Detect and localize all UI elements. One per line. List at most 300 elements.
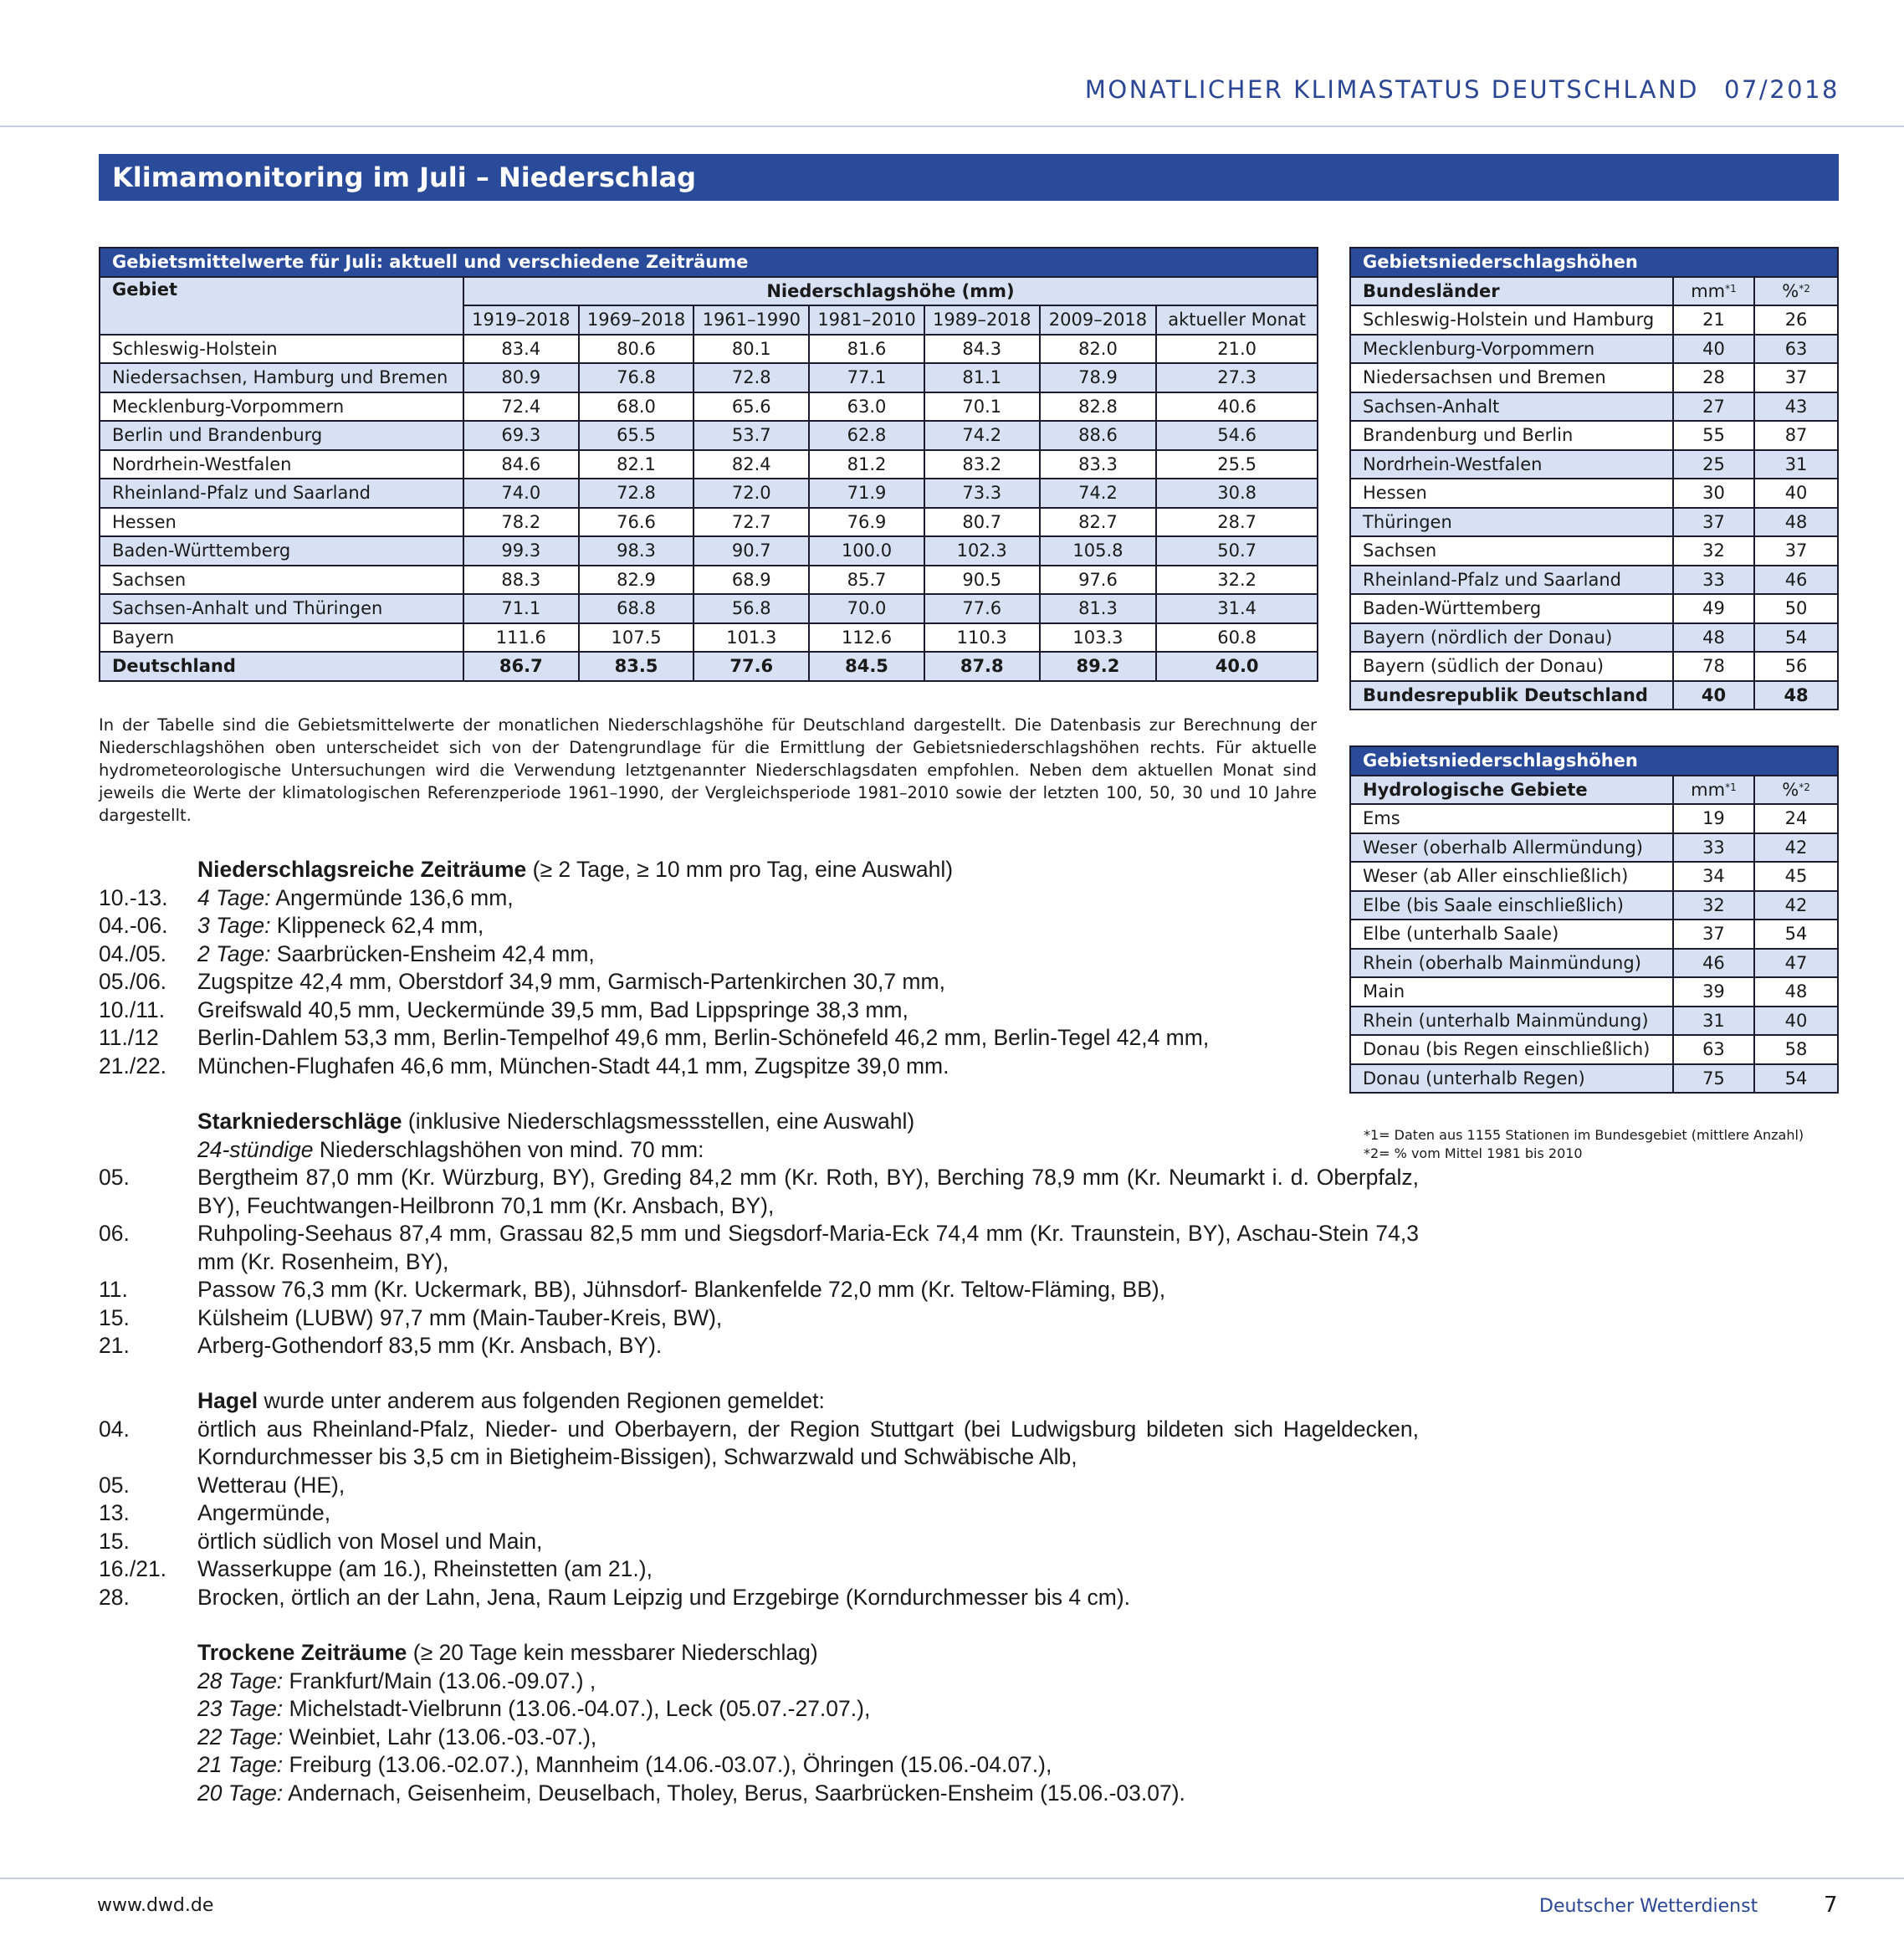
table-cell: 72.0 [694,479,809,508]
hydro-table [1349,745,1839,1094]
table-cell: 54.6 [1156,421,1318,450]
item-text: Frankfurt/Main (13.06.-09.07.) , [283,1668,596,1693]
region-name: Deutschland [100,652,463,681]
region-name: Hessen [100,508,463,537]
mm-cell: 49 [1673,594,1754,623]
hydro-col-name: Hydrologische Gebiete [1350,776,1673,805]
section-reiche [99,856,1419,1080]
item-text: Greifswald 40,5 mm, Ueckermünde 39,5 mm, Bad Lippspringe 38,3 mm, [197,996,908,1022]
region-name: Sachsen [100,566,463,595]
table-row [1350,536,1838,566]
pct-cell: 31 [1754,450,1838,479]
item-text: Michelstadt-Vielbrunn (13.06.-04.07.), Leck (05.07.-27.07.), [283,1696,871,1721]
item-text: Berlin-Dahlem 53,3 mm, Berlin-Tempelhof 49,6 mm, Berlin-Schönefeld 46,2 mm, Berlin-Tegel 42,4 mm, [197,1025,1210,1050]
table-cell: 80.6 [579,335,694,364]
table-row [100,450,1318,479]
pct-cell: 58 [1754,1035,1838,1064]
item-date [99,1780,197,1808]
region-name: Baden-Württemberg [1350,594,1673,623]
mm-cell: 37 [1673,508,1754,537]
table-cell: 40.0 [1156,652,1318,681]
region-name: Elbe (bis Saale einschließlich) [1350,891,1673,920]
item-date: 05. [99,1472,130,1498]
page-header [1085,75,1840,104]
table-cell: 84.5 [809,652,924,681]
table-cell: 82.8 [1040,392,1157,422]
table-cell: 68.0 [579,392,694,422]
item-text: Freiburg (13.06.-02.07.), Mannheim (14.06.-03.07.), Öhringen (15.06.-04.07.), [283,1752,1052,1777]
hydro-table-caption: Gebietsniederschlagshöhen [1350,746,1838,776]
period-header: 1989–2018 [924,305,1040,335]
table-cell: 72.8 [579,479,694,508]
mm-cell: 75 [1673,1064,1754,1094]
region-name: Bundesrepublik Deutschland [1350,681,1673,710]
item-date: 04.-06. [99,913,168,938]
item-text-block [197,1053,1419,1081]
table-row [100,508,1318,537]
region-name: Ems [1350,804,1673,833]
table-cell: 85.7 [809,566,924,595]
table-cell: 53.7 [694,421,809,450]
pct-cell: 63 [1754,335,1838,364]
pct-cell: 48 [1754,681,1838,710]
mm-cell: 33 [1673,833,1754,863]
table-cell: 76.9 [809,508,924,537]
item-text-block [197,1472,1419,1500]
list-item [99,1751,1419,1780]
stark-heading-note: (inklusive Niederschlagsmessstellen, eine Auswahl) [402,1109,915,1134]
item-text-block [197,884,1419,913]
item-text: Angermünde 136,6 mm, [270,884,514,910]
mm-cell: 40 [1673,335,1754,364]
table-cell: 81.2 [809,450,924,479]
pct-cell: 47 [1754,949,1838,978]
table-cell: 32.2 [1156,566,1318,595]
table-cell: 74.0 [463,479,579,508]
hydro-col-pct: %$^{*2}$ [1754,776,1838,805]
table-row [1350,1007,1838,1036]
table-row [100,594,1318,623]
stark-sub-label: 24-stündige [197,1136,314,1162]
list-item [99,1780,1419,1808]
mm-cell: 78 [1673,652,1754,681]
mm-cell: 37 [1673,920,1754,949]
item-date [99,1724,197,1752]
table-cell: 90.5 [924,566,1040,595]
period-header: 1981–2010 [809,305,924,335]
item-text: Ruhpoling-Seehaus 87,4 mm, Grassau 82,5 mm und Siegsdorf-Maria-Eck 74,4 mm (Kr. Traunstein, BY), Aschau-Stein 74,3 mm (Kr. Rosenheim, BY), [197,1221,1419,1274]
item-label: 2 Tage: [197,940,271,966]
period-header: 1961–1990 [694,305,809,335]
table-cell: 50.7 [1156,536,1318,566]
list-item [99,1668,1419,1696]
table-row [1350,1064,1838,1094]
pct-cell: 54 [1754,1064,1838,1094]
stark-heading: Starkniederschläge [197,1109,402,1134]
table-cell: 97.6 [1040,566,1157,595]
hydro-col-mm: $mm^{*1}$ [1673,776,1754,805]
item-text-block [197,1416,1419,1472]
mm-cell: 34 [1673,862,1754,891]
item-text: Klippeneck 62,4 mm, [270,913,484,938]
table-cell: 82.4 [694,450,809,479]
table-cell: 81.1 [924,363,1040,392]
total-row [100,652,1318,681]
table-row [1350,508,1838,537]
item-label: 22 Tage: [197,1724,284,1750]
pct-cell: 37 [1754,363,1838,392]
region-name: Weser (oberhalb Allermündung) [1350,833,1673,863]
footer-url-link[interactable]: www.dwd.de [97,1895,214,1916]
table-cell: 56.8 [694,594,809,623]
region-name: Mecklenburg-Vorpommern [1350,335,1673,364]
table-cell: 76.8 [579,363,694,392]
pct-cell: 40 [1754,1007,1838,1036]
table-row [1350,594,1838,623]
item-text: Zugspitze 42,4 mm, Oberstdorf 34,9 mm, Garmisch-Partenkirchen 30,7 mm, [197,969,945,994]
table-cell: 77.6 [924,594,1040,623]
header-divider [0,126,1904,127]
pct-cell: 45 [1754,862,1838,891]
item-date [99,1668,197,1696]
pct-cell: 50 [1754,594,1838,623]
table-cell: 81.6 [809,335,924,364]
mm-cell: 39 [1673,977,1754,1007]
list-item [99,1276,1419,1304]
item-text: Wasserkuppe (am 16.), Rheinstetten (am 21.), [197,1556,653,1581]
item-text-block [197,1584,1419,1612]
list-item [99,996,1419,1025]
table-cell: 63.0 [809,392,924,422]
item-date: 21. [99,1333,130,1358]
period-header: 1969–2018 [579,305,694,335]
table-row [1350,652,1838,681]
item-date: 13. [99,1500,130,1525]
laender-table-caption: Gebietsniederschlagshöhen [1350,248,1838,277]
region-name: Mecklenburg-Vorpommern [100,392,463,422]
table-cell: 80.7 [924,508,1040,537]
table-row [100,392,1318,422]
item-text: Passow 76,3 mm (Kr. Uckermark, BB), Jühnsdorf- Blankenfelde 72,0 mm (Kr. Teltow-Fläming, BB), [197,1277,1166,1302]
table-cell: 62.8 [809,421,924,450]
table-cell: 82.0 [1040,335,1157,364]
item-label: 3 Tage: [197,913,271,938]
item-date: 15. [99,1528,130,1554]
table-row [100,479,1318,508]
list-item [99,1472,1419,1500]
region-name: Sachsen-Anhalt und Thüringen [100,594,463,623]
item-date: 15. [99,1304,130,1330]
region-name: Bayern [100,623,463,653]
item-text-block [197,1751,1419,1780]
table-cell: 76.6 [579,508,694,537]
mm-cell: 55 [1673,421,1754,450]
table-row [100,623,1318,653]
table-cell: 77.1 [809,363,924,392]
item-text: Külsheim (LUBW) 97,7 mm (Main-Tauber-Kreis, BW), [197,1304,723,1330]
mm-cell: 63 [1673,1035,1754,1064]
mm-cell: 19 [1673,804,1754,833]
list-item [99,884,1419,913]
item-date: 04./05. [99,940,167,966]
table-cell: 86.7 [463,652,579,681]
item-text-block [197,1695,1419,1724]
table-cell: 88.3 [463,566,579,595]
table-cell: 40.6 [1156,392,1318,422]
item-date [99,1695,197,1724]
pct-cell: 48 [1754,977,1838,1007]
table-row [100,421,1318,450]
item-label: 4 Tage: [197,884,271,910]
item-text-block [197,968,1419,996]
item-date: 28. [99,1584,130,1610]
table-cell: 27.3 [1156,363,1318,392]
pct-cell: 42 [1754,891,1838,920]
table-cell: 74.2 [924,421,1040,450]
table-cell: 101.3 [694,623,809,653]
table-cell: 81.3 [1040,594,1157,623]
item-date: 10./11. [99,996,166,1022]
table-cell: 72.8 [694,363,809,392]
item-text-block [197,912,1419,940]
region-name: Donau (bis Regen einschließlich) [1350,1035,1673,1064]
item-text: Saarbrücken-Ensheim 42,4 mm, [270,940,595,966]
region-name: Main [1350,977,1673,1007]
pct-cell: 37 [1754,536,1838,566]
item-label: 21 Tage: [197,1752,284,1777]
footer-org: Deutscher Wetterdienst [1539,1896,1758,1917]
list-item [99,1053,1419,1081]
table-row [1350,305,1838,335]
header-title: MONATLICHER KLIMASTATUS DEUTSCHLAND [1084,75,1700,104]
table-cell: 89.2 [1040,652,1157,681]
mm-cell: 46 [1673,949,1754,978]
pct-cell: 87 [1754,421,1838,450]
table-cell: 73.3 [924,479,1040,508]
table-cell: 25.5 [1156,450,1318,479]
table-row [1350,920,1838,949]
item-date: 05./06. [99,969,167,994]
period-header: 2009–2018 [1040,305,1157,335]
mm-cell: 40 [1673,681,1754,710]
list-item [99,1220,1419,1276]
footnote-2: *2= % vom Mittel 1981 bis 2010 [1364,1145,1583,1161]
table-cell: 69.3 [463,421,579,450]
mm-cell: 48 [1673,623,1754,653]
table-cell: 98.3 [579,536,694,566]
region-name: Rheinland-Pfalz und Saarland [1350,566,1673,595]
pct-cell: 24 [1754,804,1838,833]
main-table [99,247,1318,682]
list-item [99,1695,1419,1724]
total-row [1350,681,1838,710]
pct-cell: 56 [1754,652,1838,681]
pct-cell: 42 [1754,833,1838,863]
item-text: Arberg-Gothendorf 83,5 mm (Kr. Ansbach, BY). [197,1333,663,1358]
main-table-group-header: Niederschlagshöhe (mm) [463,277,1318,306]
laender-table [1349,247,1839,710]
table-cell: 83.4 [463,335,579,364]
footnote-1: *1= Daten aus 1155 Stationen im Bundesgebiet (mittlere Anzahl) [1364,1127,1804,1143]
table-cell: 82.9 [579,566,694,595]
stark-sub-text: Niederschlagshöhen von mind. 70 mm: [313,1136,704,1162]
region-name: Weser (ab Aller einschließlich) [1350,862,1673,891]
table-cell: 82.1 [579,450,694,479]
table-row [100,566,1318,595]
section-hagel [99,1387,1419,1611]
pct-cell: 43 [1754,392,1838,422]
list-item [99,1555,1419,1584]
list-item [99,1528,1419,1556]
table-row [1350,949,1838,978]
mm-cell: 31 [1673,1007,1754,1036]
region-name: Schleswig-Holstein [100,335,463,364]
mm-cell: 30 [1673,479,1754,508]
item-text-block [197,1024,1419,1053]
item-text-block [197,1276,1419,1304]
table-cell: 112.6 [809,623,924,653]
table-cell: 83.3 [1040,450,1157,479]
region-name: Sachsen [1350,536,1673,566]
table-cell: 90.7 [694,536,809,566]
period-header: aktueller Monat [1156,305,1318,335]
table-row [1350,804,1838,833]
item-text-block [197,1780,1419,1808]
table-cell: 111.6 [463,623,579,653]
pct-cell: 54 [1754,623,1838,653]
region-name: Nordrhein-Westfalen [100,450,463,479]
table-cell: 78.9 [1040,363,1157,392]
table-cell: 68.9 [694,566,809,595]
region-name: Bayern (nördlich der Donau) [1350,623,1673,653]
item-text-block [197,1528,1419,1556]
item-text-block [197,940,1419,969]
region-name: Berlin und Brandenburg [100,421,463,450]
table-cell: 72.7 [694,508,809,537]
region-name: Donau (unterhalb Regen) [1350,1064,1673,1094]
item-label: 23 Tage: [197,1696,284,1721]
table-cell: 71.1 [463,594,579,623]
item-text-block [197,1555,1419,1584]
item-text: Andernach, Geisenheim, Deuselbach, Tholey, Berus, Saarbrücken-Ensheim (15.06.-03.07). [283,1780,1185,1806]
table-row [100,363,1318,392]
item-text: Angermünde, [197,1500,331,1525]
table-cell: 84.3 [924,335,1040,364]
mm-cell: 27 [1673,392,1754,422]
table-cell: 83.2 [924,450,1040,479]
item-text: Wetterau (HE), [197,1472,345,1498]
footer-divider [0,1878,1904,1879]
list-item [99,1416,1419,1472]
region-name: Thüringen [1350,508,1673,537]
region-name: Elbe (unterhalb Saale) [1350,920,1673,949]
table-cell: 99.3 [463,536,579,566]
list-item [99,1332,1419,1360]
table-cell: 65.6 [694,392,809,422]
table-cell: 80.9 [463,363,579,392]
item-text: München-Flughafen 46,6 mm, München-Stadt 44,1 mm, Zugspitze 39,0 mm. [197,1053,949,1078]
mm-cell: 21 [1673,305,1754,335]
region-name: Nordrhein-Westfalen [1350,450,1673,479]
table-cell: 31.4 [1156,594,1318,623]
item-text-block [197,1220,1419,1276]
item-date: 11./12 [99,1025,159,1050]
laender-col-pct: %$^{*2}$ [1754,277,1838,306]
table-row [1350,479,1838,508]
table-cell: 80.1 [694,335,809,364]
region-name: Schleswig-Holstein und Hamburg [1350,305,1673,335]
table-row [1350,335,1838,364]
item-text: Brocken, örtlich an der Lahn, Jena, Raum Leipzig und Erzgebirge (Korndurchmesser bis 4 cm). [197,1584,1131,1610]
item-date: 10.-13. [99,884,168,910]
table-row [1350,363,1838,392]
item-text-block [197,1668,1419,1696]
reiche-heading: Niederschlagsreiche Zeiträume [197,857,527,882]
item-text-block [197,1304,1419,1333]
main-table-caption: Gebietsmittelwerte für Juli: aktuell und verschiedene Zeiträume [100,248,1318,277]
reiche-heading-note: (≥ 2 Tage, ≥ 10 mm pro Tag, eine Auswahl) [526,857,954,882]
table-cell: 77.6 [694,652,809,681]
table-cell: 70.1 [924,392,1040,422]
pct-cell: 26 [1754,305,1838,335]
table-cell: 21.0 [1156,335,1318,364]
item-text-block [197,1724,1419,1752]
table-cell: 105.8 [1040,536,1157,566]
table-cell: 84.6 [463,450,579,479]
table-cell: 88.6 [1040,421,1157,450]
region-name: Rhein (unterhalb Mainmündung) [1350,1007,1673,1036]
item-label: 20 Tage: [197,1780,284,1806]
trocken-heading: Trockene Zeiträume [197,1640,407,1665]
table-row [1350,421,1838,450]
table-cell: 28.7 [1156,508,1318,537]
pct-cell: 40 [1754,479,1838,508]
item-date: 11. [99,1277,128,1302]
trocken-heading-note: (≥ 20 Tage kein messbarer Niederschlag) [407,1640,818,1665]
item-date: 16./21. [99,1556,167,1581]
laender-col-name: Bundesländer [1350,277,1673,306]
item-text: Weinbiet, Lahr (13.06.-03.-07.), [283,1724,597,1750]
table-cell: 78.2 [463,508,579,537]
table-cell: 60.8 [1156,623,1318,653]
list-item [99,1499,1419,1528]
table-row [1350,833,1838,863]
table-cell: 100.0 [809,536,924,566]
table-cell: 102.3 [924,536,1040,566]
table-cell: 71.9 [809,479,924,508]
section-title: Klimamonitoring im Juli – Niederschlag [99,154,1839,201]
table-row [1350,566,1838,595]
table-cell: 82.7 [1040,508,1157,537]
section-trocken [99,1639,1419,1807]
table-row [1350,891,1838,920]
item-text-block [197,1164,1419,1220]
list-item [99,968,1419,996]
item-text-block [197,996,1419,1025]
section-stark [99,1108,1419,1360]
item-text: örtlich aus Rheinland-Pfalz, Nieder- und Oberbayern, der Region Stuttgart (bei Ludwigsburg bildeten sich Hageldecken, Korndurchmesser bis 3,5 cm in Bietigheim-Bissigen), Schwarzwald und Schwäbische Alb, [197,1416,1419,1469]
description-paragraph: In der Tabelle sind die Gebietsmittelwerte der monatlichen Niederschlagshöhe für Deutschland dargestellt. Die Datenbasis zur Berechnung der Niederschlagshöhen oben unterscheidet sich von der Datengrundlage für die Ermittlung der Gebietsniederschlagshöhen rechts. Für aktuelle hydrometeorologische Untersuchungen wird die Verwendung letztgenannter Niederschlagsdaten empfohlen. Neben dem aktuellen Monat sind jeweils die Werte der klimatologischen Referenzperiode 1961–1990, der Vergleichsperiode 1981–2010 sowie der letzten 100, 50, 30 und 10 Jahre dargestellt. [99,715,1317,825]
footnotes [1364,1126,1804,1163]
table-cell: 87.8 [924,652,1040,681]
list-item [99,1724,1419,1752]
page-number: 7 [1824,1893,1838,1918]
table-cell: 103.3 [1040,623,1157,653]
pct-cell: 46 [1754,566,1838,595]
table-cell: 83.5 [579,652,694,681]
table-cell: 110.3 [924,623,1040,653]
hagel-heading-note: wurde unter anderem aus folgenden Regionen gemeldet: [258,1388,825,1413]
